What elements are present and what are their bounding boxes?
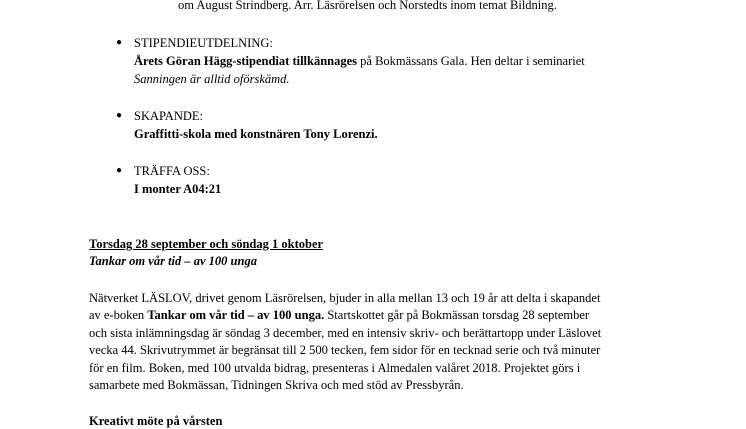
bullet-heading-skapande: SKAPANDE: bbox=[134, 109, 204, 123]
bullet-icon: ● bbox=[116, 37, 123, 48]
section-date-heading: Torsdag 28 september och söndag 1 oktober bbox=[89, 237, 324, 251]
section-subtitle: Tankar om vår tid – av 100 unga bbox=[89, 254, 257, 268]
bullet-icon: ● bbox=[116, 110, 123, 121]
paragraph-line-2 bbox=[89, 307, 589, 323]
seminar-title: Sanningen är alltid oförskämd. bbox=[134, 72, 290, 86]
paragraph-line-3: och sista inlämningsdag är söndag 3 december, med en intensiv skriv- och berättartopp under Läslovet bbox=[89, 326, 602, 340]
gala-text: på Bokmässans Gala. Hen deltar i seminariet bbox=[357, 54, 585, 68]
next-section-heading: Kreativt möte på vårsten bbox=[89, 414, 223, 428]
paragraph-line-2-start: av e-boken bbox=[89, 308, 148, 322]
monter-bold-text: I monter A04:21 bbox=[134, 182, 222, 196]
graffiti-bold-text: Graffitti-skola med konstnären Tony Lorenzi. bbox=[134, 127, 378, 141]
paragraph-line-6: samarbete med Bokmässan, Tidningen Skriva och med stöd av Pressbyrån. bbox=[89, 378, 464, 392]
cut-off-region bbox=[0, 409, 746, 428]
bullet-text-graffiti bbox=[134, 126, 378, 142]
paragraph-line-4: vecka 44. Skrivutrymmet är begränsat till 2 500 tecken, fem sidor för en tecknad serie och två minuter bbox=[89, 343, 601, 357]
bullet-text-monter bbox=[134, 181, 221, 197]
paragraph-line-5: för en film. Boken, med 100 utvalda bidrag, presenteras i Almedalen valåret 2018. Projektet görs i bbox=[89, 361, 581, 375]
ebook-title-bold: Tankar om vår tid – av 100 unga. bbox=[147, 308, 325, 322]
bullet-heading-stipendieutdelning: STIPENDIEUTDELNING: bbox=[134, 36, 273, 50]
paragraph-line-2-end: Startskottet går på Bokmässan torsdag 28 september bbox=[324, 308, 590, 322]
paragraph-line-1: Nätverket LÄSLOV, drivet genom Läsrörelsen, bjuder in alla mellan 13 och 19 år att delta i skapandet bbox=[89, 291, 601, 305]
bold-announcement: Årets Göran Hägg-stipendiat tillkännages bbox=[134, 54, 358, 68]
bullet-heading-traffa-oss: TRÄFFA OSS: bbox=[134, 164, 210, 178]
continued-text-line: om August Strindberg. Arr. Läsrörelsen och Norstedts inom temat Bildning. bbox=[178, 0, 557, 12]
bullet-text-stipendium bbox=[134, 53, 585, 69]
bullet-icon: ● bbox=[116, 165, 123, 176]
